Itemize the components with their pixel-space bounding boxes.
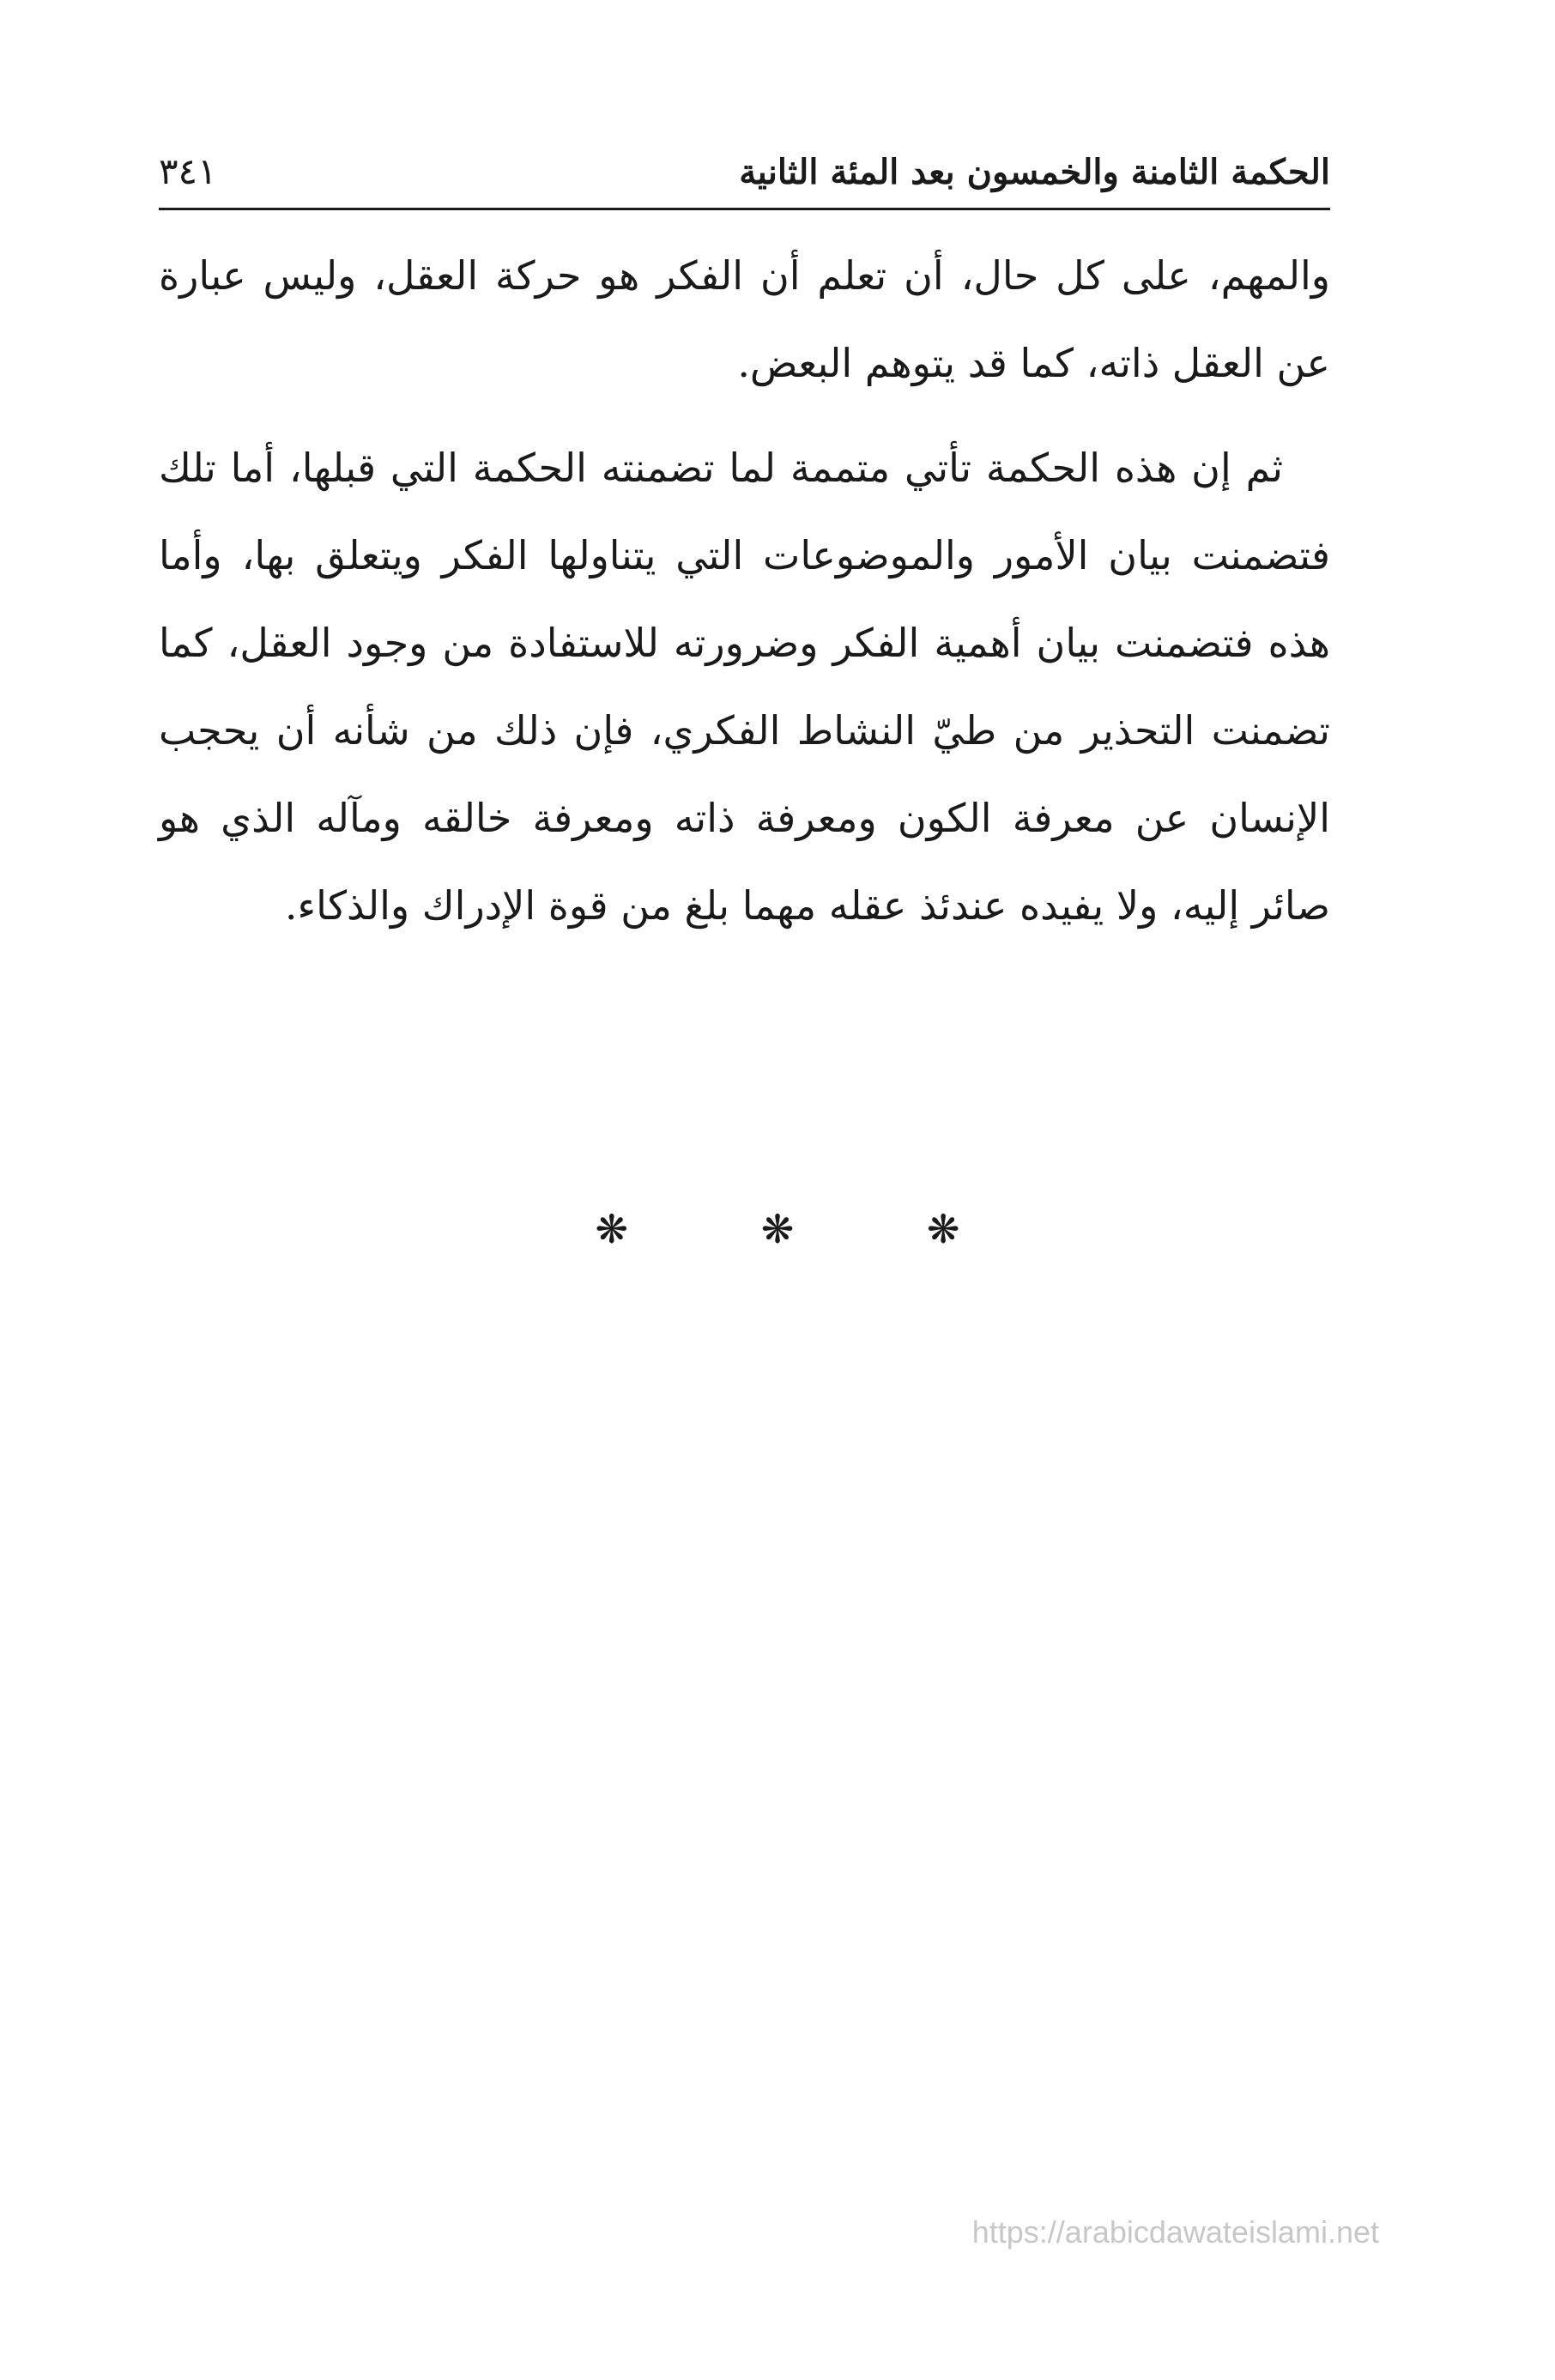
section-separator — [0, 1206, 1555, 1252]
watermark-url: https://arabicdawateislami.net — [971, 2214, 1379, 2250]
paragraph-1: والمهم، على كل حال، أن تعلم أن الفكر هو حركة العقل، وليس عبارة عن العقل ذاته، كما قد يتوهم البعض. — [159, 252, 1330, 386]
header-rule — [159, 208, 1330, 210]
body-text — [159, 232, 1330, 966]
asterism-symbol: ❋ — [595, 1206, 629, 1252]
running-title: الحكمة الثامنة والخمسون بعد المئة الثانية — [739, 152, 1330, 192]
paragraph-2: ثم إن هذه الحكمة تأتي متممة لما تضمنته الحكمة التي قبلها، أما تلك فتضمنت بيان الأمور والموضوعات التي يتناولها الفكر ويتعلق بها، وأما هذه فتضمنت بيان أهمية الفكر وضرورته للاستفادة من وجود العقل، كما تضمنت التحذير من طيّ النشاط الفكري، فإن ذلك من شأنه أن يحجب الإنسان عن معرفة الكون ومعرفة ذاته ومعرفة خالقه ومآله الذي هو صائر إليه، ولا يفيده عندئذ عقله مهما بلغ من قوة الإدراك والذكاء. — [159, 445, 1330, 929]
page-number: ٣٤١ — [159, 150, 217, 192]
asterism-symbol: ❋ — [760, 1206, 795, 1252]
running-head — [159, 142, 1330, 202]
asterism-symbol: ❋ — [926, 1206, 960, 1252]
